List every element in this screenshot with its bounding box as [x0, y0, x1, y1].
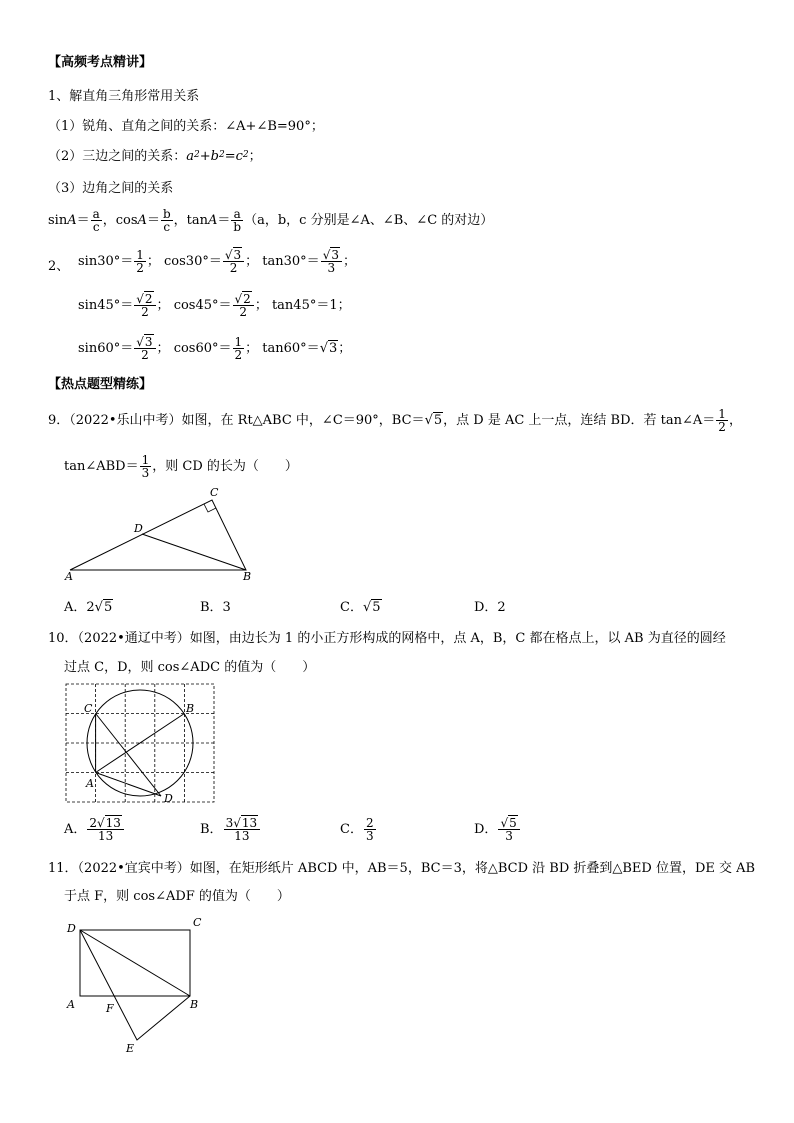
item1-heading: 1、解直角三角形常用关系	[48, 89, 200, 104]
q10-option-a[interactable]: A． $\frac{2√13}{13}$	[64, 812, 125, 848]
q9-label-c: C	[210, 486, 219, 499]
item1-relation-sides: （2）三边之间的关系：$a^2+b^2=c^2$；	[48, 149, 262, 164]
q9-text-c: tan∠ABD＝	[64, 459, 139, 474]
q10-stem-line1: 10．（2022•通辽中考）如图，由边长为 1 的小正方形构成的网格中，点 A，B，C 都在格点上，以 AB 为直径的圆经	[48, 631, 726, 646]
sin45-label: sin45°＝	[78, 298, 134, 313]
q9-text-d: ，则 CD 的长为（ ）	[152, 459, 298, 474]
tan30-label: tan30°＝	[262, 254, 320, 269]
q11-label-a: A	[67, 998, 75, 1011]
section-title-key-points: 【高频考点精讲】	[48, 55, 153, 70]
special-values-30: sin30°＝ $\frac{1}{2}$ ； cos30°＝ $\frac{√3}{2}$ ； tan30°＝ $\frac{√3}{3}$ ；	[78, 248, 356, 275]
q10-option-b-label: B．	[200, 822, 223, 837]
q10-label-a: A	[86, 777, 94, 790]
q10-label-b: B	[186, 702, 195, 715]
item2-number: 2、	[48, 259, 70, 274]
cos30-label: cos30°＝	[164, 254, 222, 269]
q10-label-d: D	[164, 792, 173, 805]
cos60-label: cos60°＝	[173, 341, 232, 356]
cos45-label: cos45°＝	[173, 298, 232, 313]
q9-triangle-abc	[70, 500, 246, 570]
q10-option-c-label: C．	[340, 822, 363, 837]
q9-label-b: B	[243, 570, 252, 583]
section-title-practice: 【热点题型精练】	[48, 377, 153, 392]
q9-label-d: D	[134, 522, 143, 535]
q10-option-d-label: D．	[474, 822, 498, 837]
q9-triangle-figure	[60, 486, 270, 586]
special-values-60: sin60°＝ $\frac{√3}{2}$ ； cos60°＝ $\frac{1}{2}$ ； tan60°＝√3；	[78, 335, 352, 362]
q9-option-a[interactable]: A．2√5	[64, 600, 113, 615]
q11-label-f: F	[106, 1002, 114, 1015]
q10-stem-line2: 过点 C，D，则 cos∠ADC 的值为（ ）	[64, 660, 316, 675]
q11-label-d: D	[67, 922, 76, 935]
sin60-label: sin60°＝	[78, 341, 134, 356]
sin30-label: sin30°＝	[78, 254, 134, 269]
q10-label-c: C	[84, 702, 93, 715]
special-values-45: sin45°＝ $\frac{√2}{2}$ ； cos45°＝ $\frac{√2}{2}$ ； tan45°＝1；	[78, 292, 351, 319]
q9-segment-bd	[142, 534, 246, 570]
trig-definitions: sinA＝ $\frac{a}{c}$ ，cosA＝ $\frac{b}{c}$ ，tanA＝ $\frac{a}{b}$ （a，b，c 分别是∠A、∠B、∠C 的对边）	[48, 207, 494, 234]
q11-stem-line1: 11．（2022•宜宾中考）如图，在矩形纸片 ABCD 中，AB＝5，BC＝3，将△BCD 沿 BD 折叠到△BED 位置，DE 交 AB	[48, 861, 756, 876]
trig-definitions-note: （a，b，c 分别是∠A、∠B、∠C 的对边）	[244, 213, 494, 228]
q9-option-d[interactable]: D．2	[474, 600, 506, 615]
pythagoras-equation: $a^2+b^2=c^2$	[186, 149, 249, 164]
q9-option-c[interactable]: C．√5	[340, 600, 381, 615]
item1-relation-side-angle: （3）边角之间的关系	[48, 181, 174, 196]
q9-stem-line1: 9．（2022•乐山中考）如图，在 Rt△ABC 中，∠C＝90°，BC＝√5，点 D 是 AC 上一点，连结 BD．若 tan∠A＝ $\frac{1}{2}$ ，	[48, 407, 742, 434]
q10-option-b[interactable]: B． $\frac{3√13}{13}$	[200, 812, 261, 848]
q10-option-d[interactable]: D． $\frac{√5}{3}$	[474, 812, 521, 848]
tan45-label: tan45°＝1；	[271, 298, 351, 313]
q9-label-a: A	[65, 570, 73, 583]
item1-relation-angles: （1）锐角、直角之间的关系：∠A+∠B=90°；	[48, 119, 324, 134]
item1-relation-sides-label: （2）三边之间的关系：	[48, 149, 187, 164]
q11-diagonal-bd	[80, 930, 190, 996]
q11-folded-triangle	[80, 930, 190, 1040]
q10-grid-figure	[66, 684, 216, 804]
q11-stem-line2: 于点 F，则 cos∠ADF 的值为（ ）	[64, 889, 290, 904]
q9-text-b: ，点 D 是 AC 上一点，连结 BD．若 tan∠A＝	[443, 413, 716, 428]
q11-label-b: B	[190, 998, 199, 1011]
q11-rectangle-figure	[60, 912, 220, 1057]
q9-text-a: 9．（2022•乐山中考）如图，在 Rt△ABC 中，∠C＝90°，BC＝	[48, 413, 425, 428]
q10-option-a-label: A．	[64, 822, 87, 837]
q11-label-e: E	[126, 1042, 135, 1055]
tan60-label: tan60°＝	[262, 341, 320, 356]
q10-option-c[interactable]: C． $\frac{2}{3}$	[340, 816, 374, 843]
q11-label-c: C	[193, 916, 202, 929]
q9-stem-line2: tan∠ABD＝ $\frac{1}{3}$ ，则 CD 的长为（ ）	[64, 453, 298, 480]
q9-option-b[interactable]: B．3	[200, 600, 231, 615]
